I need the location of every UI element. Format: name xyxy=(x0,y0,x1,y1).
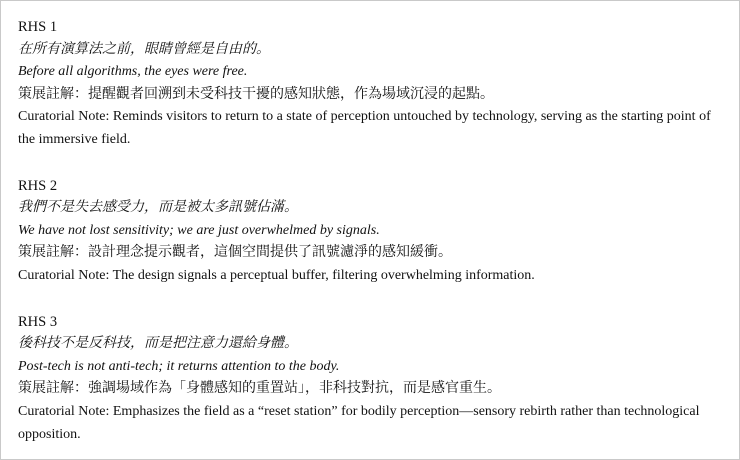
note-label-chinese: 策展註解： xyxy=(18,245,88,261)
note-text-english: The design signals a perceptual buffer, filtering overwhelming information. xyxy=(112,267,535,283)
note-label-english: Curatorial Note: xyxy=(18,109,110,125)
curatorial-note-english xyxy=(18,401,725,446)
curatorial-note-chinese xyxy=(18,242,725,265)
entry-title: RHS 1 xyxy=(18,19,58,35)
note-text-english: Emphasizes the field as a “reset station” for bodily perception—sensory rebirth rather than technological opposition. xyxy=(18,403,700,442)
note-label-chinese: 策展註解： xyxy=(18,381,88,397)
note-text-english: Reminds visitors to return to a state of perception untouched by technology, serving as the starting point of the immersive field. xyxy=(18,109,711,147)
note-text-chinese: 提醒觀者回溯到未受科技干擾的感知狀態，作為場域沉浸的起點。 xyxy=(88,86,494,102)
quote-english: We have not lost sensitivity; we are just overwhelmed by signals. xyxy=(18,222,380,238)
note-label-english: Curatorial Note: xyxy=(18,267,110,283)
note-text-chinese: 強調場域作為「身體感知的重置站」，非科技對抗，而是感官重生。 xyxy=(88,381,501,397)
entry-title: RHS 3 xyxy=(18,313,58,330)
quote-chinese: 我們不是失去感受力，而是被太多訊號佔滿。 xyxy=(18,200,298,216)
rhs-entry-2 xyxy=(18,175,725,288)
entry-title: RHS 2 xyxy=(18,177,58,194)
quote-chinese: 在所有演算法之前，眼睛曾經是自由的。 xyxy=(18,41,270,57)
quote-english: Before all algorithms, the eyes were free. xyxy=(18,64,248,80)
curatorial-note-english xyxy=(18,106,725,151)
note-text-chinese: 設計理念提示觀者，這個空間提供了訊號濾淨的感知緩衝。 xyxy=(88,245,452,261)
quote-chinese: 後科技不是反科技，而是把注意力還給身體。 xyxy=(18,336,298,352)
quote-english: Post-tech is not anti-tech; it returns attention to the body. xyxy=(18,358,340,374)
curatorial-note-chinese xyxy=(18,84,725,107)
curatorial-note-chinese xyxy=(18,378,725,401)
note-label-english: Curatorial Note: xyxy=(18,403,110,419)
note-label-chinese: 策展註解： xyxy=(18,86,88,102)
rhs-entry-1 xyxy=(18,16,725,152)
curatorial-note-english xyxy=(18,265,725,288)
rhs-entry-3 xyxy=(18,311,725,447)
